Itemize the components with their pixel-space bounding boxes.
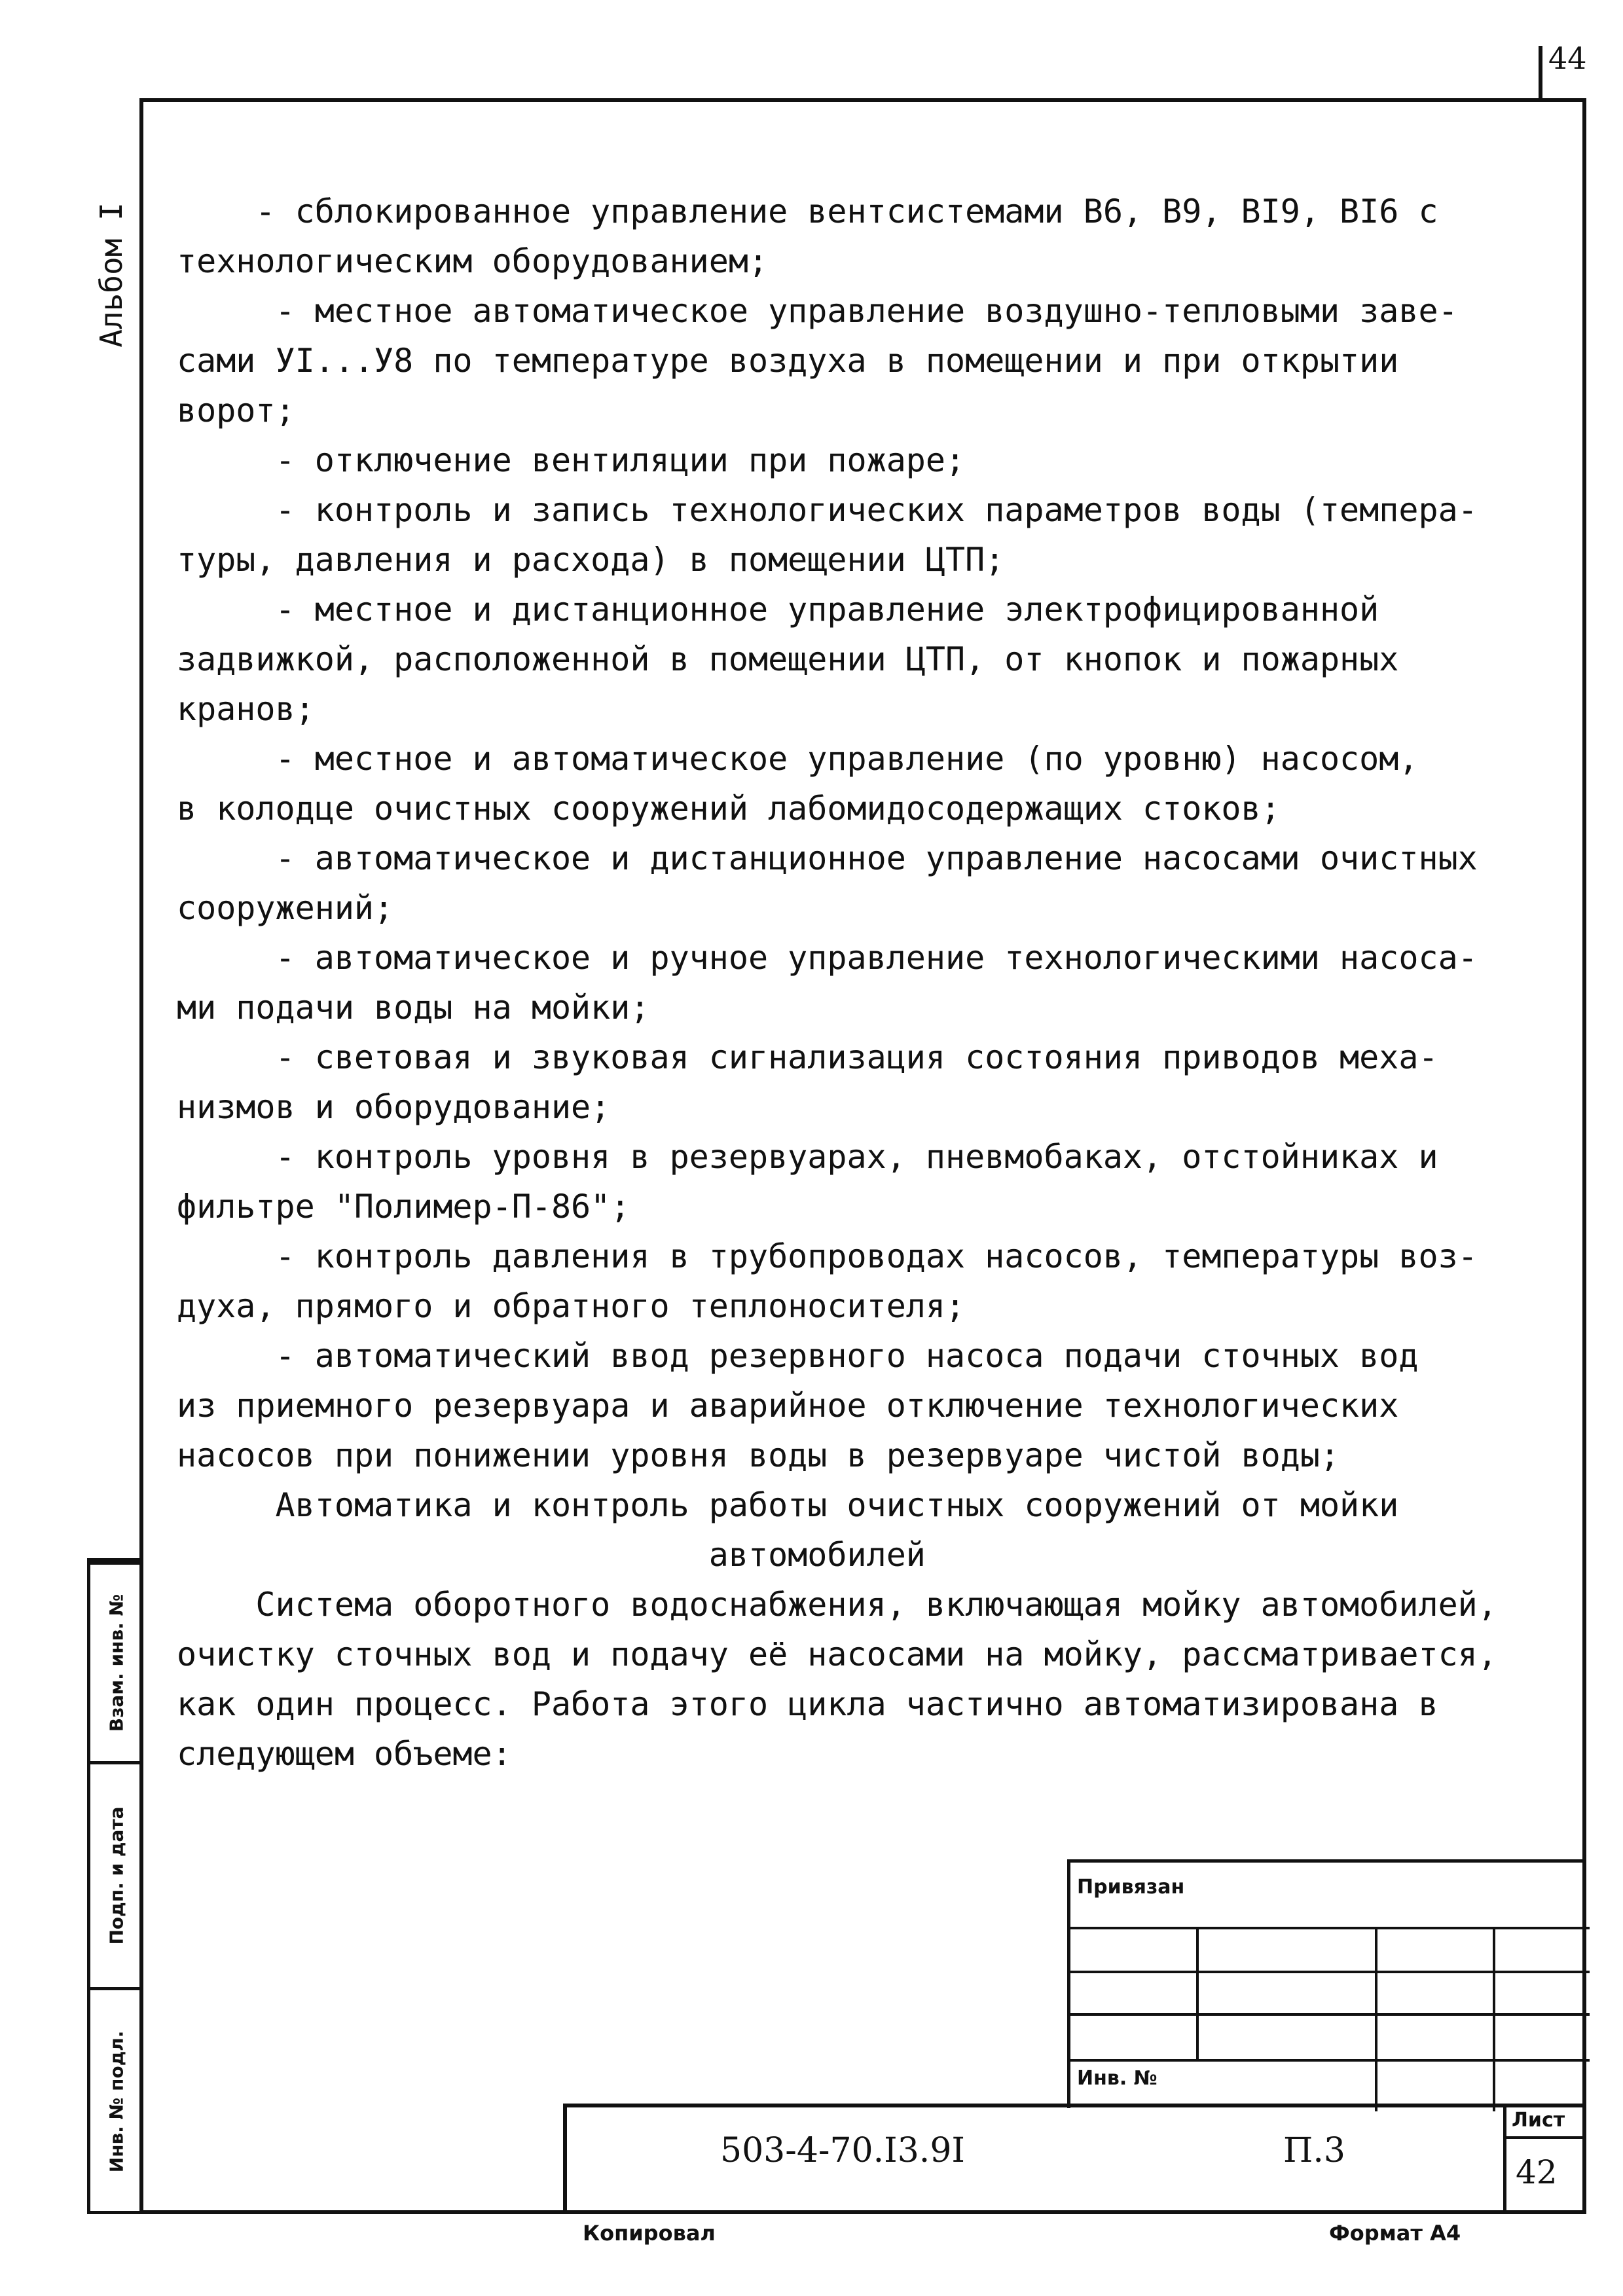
stamp-line bbox=[1375, 1927, 1377, 2111]
side-divider bbox=[90, 1987, 139, 1990]
sheet-box bbox=[1503, 2104, 1586, 2214]
side-divider bbox=[90, 1561, 139, 1565]
body-line: духа, прямого и обратного теплоносителя; bbox=[177, 1287, 966, 1325]
inv-orig-label: Инв. № подл. bbox=[105, 2030, 128, 2173]
body-line: как один процесс. Работа этого цикла частично автоматизирована в bbox=[177, 1685, 1438, 1723]
stamp-line bbox=[1070, 2013, 1590, 2016]
side-stamp-strip bbox=[87, 1558, 139, 2214]
body-line: туры, давления и расхода) в помещении ЦТП; bbox=[177, 541, 1005, 579]
body-line: технологическим оборудованием; bbox=[177, 242, 769, 280]
body-line: из приемного резервуара и аварийное отключение технологических bbox=[177, 1387, 1399, 1425]
sheet-label: Лист bbox=[1512, 2109, 1565, 2132]
sheet-separator bbox=[1506, 2136, 1586, 2139]
body-line: ми подачи воды на мойки; bbox=[177, 989, 650, 1027]
body-line: Система оборотного водоснабжения, включающая мойку автомобилей, bbox=[177, 1586, 1497, 1624]
replace-inv-cell bbox=[94, 1568, 139, 1758]
body-line: насосов при понижении уровня воды в резервуаре чистой воды; bbox=[177, 1436, 1340, 1474]
section-code: П.3 bbox=[1283, 2131, 1345, 2170]
page-number: 44 bbox=[1548, 41, 1587, 76]
body-line: - автоматическое и ручное управление технологическими насоса- bbox=[177, 939, 1478, 977]
body-line: - сблокированное управление вентсистемами В6, В9, ВI9, ВI6 с bbox=[177, 192, 1438, 230]
body-line: - отключение вентиляции при пожаре; bbox=[177, 441, 966, 479]
body-line: низмов и оборудование; bbox=[177, 1088, 611, 1126]
stamp-line bbox=[1070, 2059, 1590, 2062]
stamp-line bbox=[1070, 1927, 1590, 1929]
body-line: - местное автоматическое управление воздушно-тепловыми заве- bbox=[177, 292, 1458, 330]
body-line: - контроль давления в трубопроводах насосов, температуры воз- bbox=[177, 1237, 1478, 1275]
body-line: - автоматическое и дистанционное управление насосами очистных bbox=[177, 839, 1478, 877]
document-code: 503-4-70.I3.9I bbox=[720, 2131, 965, 2170]
stamp-line bbox=[1070, 1971, 1590, 1973]
body-line: сооружений; bbox=[177, 889, 394, 927]
body-line: в колодце очистных сооружений лабомидосодержащих стоков; bbox=[177, 790, 1281, 828]
body-line: очистку сточных вод и подачу её насосами на мойку, рассматривается, bbox=[177, 1635, 1497, 1673]
copied-label: Копировал bbox=[583, 2221, 716, 2246]
body-line: - контроль и запись технологических параметров воды (темпера- bbox=[177, 491, 1478, 529]
stamp-line bbox=[1493, 1927, 1495, 2111]
inv-orig-cell bbox=[94, 1994, 139, 2210]
page-number-tick bbox=[1539, 46, 1542, 98]
body-line: ворот; bbox=[177, 392, 295, 429]
sheet-number: 42 bbox=[1516, 2153, 1558, 2191]
body-line: - местное и дистанционное управление электрофицированной bbox=[177, 591, 1379, 629]
title-block bbox=[563, 2104, 1586, 2214]
section-heading: автомобилей bbox=[177, 1536, 926, 1574]
sign-date-cell bbox=[94, 1768, 139, 1984]
album-label-text: Альбом I bbox=[94, 202, 129, 348]
body-line: следующем объеме: bbox=[177, 1735, 512, 1773]
bound-label: Привязан bbox=[1077, 1876, 1185, 1899]
side-divider bbox=[90, 1761, 139, 1764]
replace-inv-label: Взам. инв. № bbox=[105, 1594, 128, 1732]
body-line: сами УI...У8 по температуре воздуха в помещении и при открытии bbox=[177, 342, 1399, 380]
binding-stamp bbox=[1067, 1859, 1586, 2108]
album-label bbox=[92, 190, 131, 360]
body-line: - световая и звуковая сигнализация состояния приводов меха- bbox=[177, 1038, 1438, 1076]
document-body bbox=[177, 187, 1565, 1779]
sign-date-label: Подп. и дата bbox=[105, 1806, 128, 1945]
body-line: фильтре "Полимер-П-86"; bbox=[177, 1188, 630, 1226]
body-line: кранов; bbox=[177, 690, 315, 728]
body-line: - автоматический ввод резервного насоса подачи сточных вод bbox=[177, 1337, 1419, 1375]
body-line: - контроль уровня в резервуарах, пневмобаках, отстойниках и bbox=[177, 1138, 1438, 1176]
body-line: задвижкой, расположенной в помещении ЦТП, от кнопок и пожарных bbox=[177, 640, 1399, 678]
section-heading: Автоматика и контроль работы очистных сооружений от мойки bbox=[177, 1486, 1399, 1524]
inv-no-label: Инв. № bbox=[1077, 2067, 1158, 2090]
body-line: - местное и автоматическое управление (по уровню) насосом, bbox=[177, 740, 1419, 778]
format-label: Формат А4 bbox=[1329, 2221, 1461, 2246]
stamp-line bbox=[1196, 1927, 1199, 2059]
